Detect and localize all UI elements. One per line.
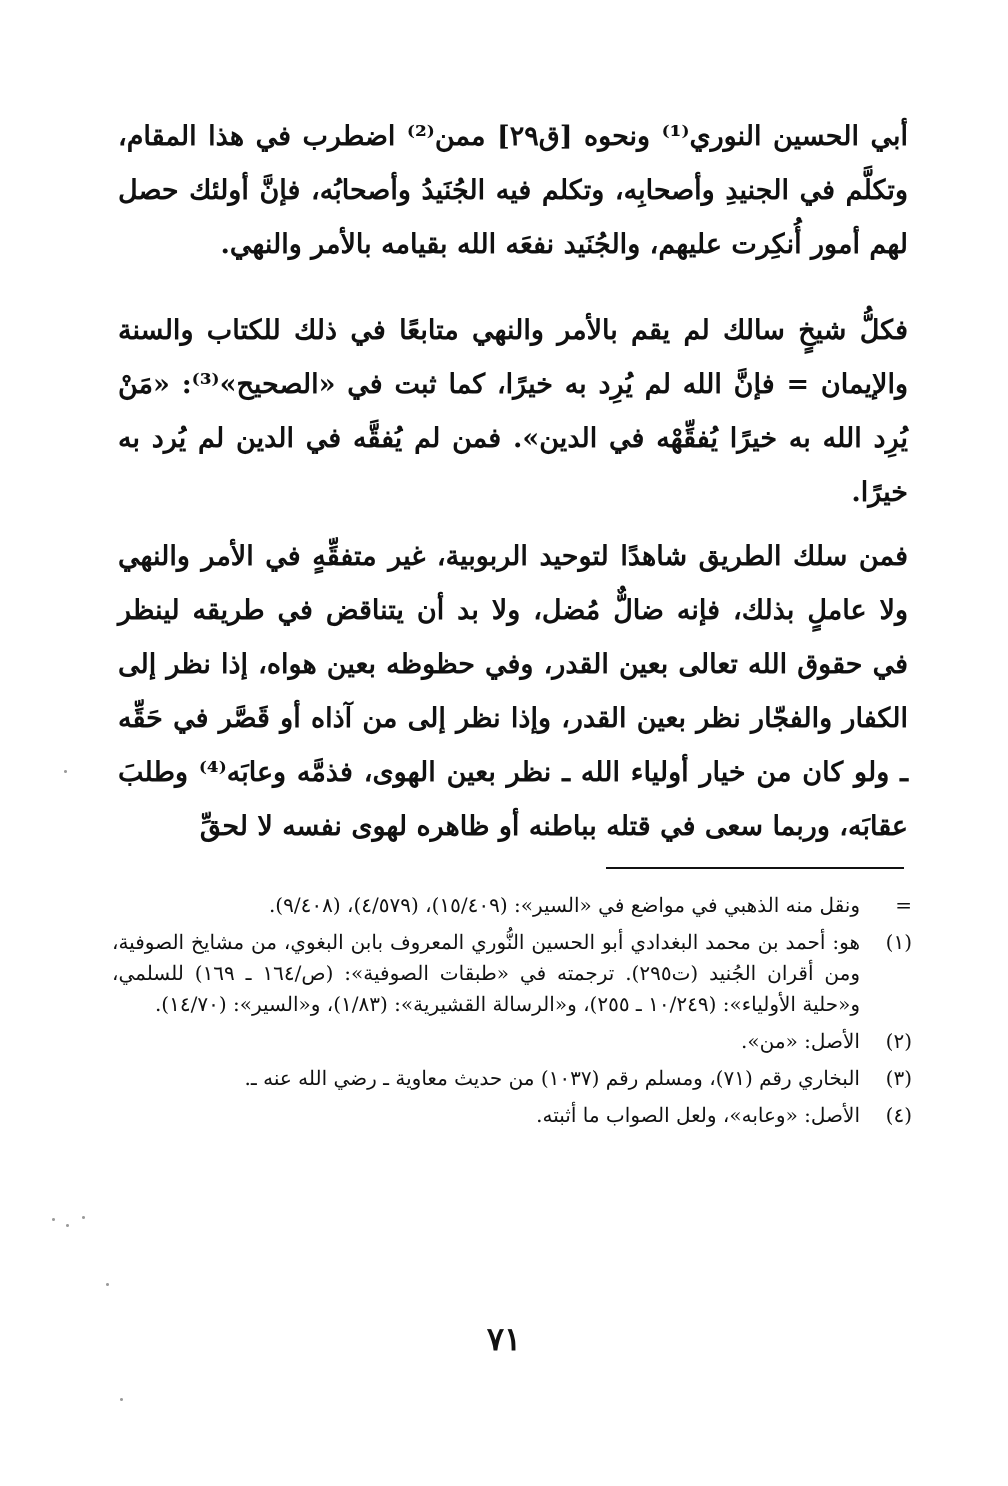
footnote-2: [112, 1026, 912, 1057]
footnote-number: (٣): [885, 1066, 912, 1090]
scan-speck: [106, 1283, 109, 1286]
footnote-4: [112, 1100, 912, 1131]
body-paragraph-2: فكلُّ شيخٍ سالك لم يقم بالأمر والنهي متابعًا في ذلك للكتاب والسنة والإيمان = فإنَّ الله لم يُرِد به خيرًا، كما ثبت في «الصحيح»⁽³⁾: «مَنْ يُرِد الله به خيرًا يُفقِّهْه في الدين». فمن لم يُفقَّه في الدين لم يُرد به خيرًا.: [118, 315, 908, 508]
footnotes: [112, 890, 912, 1137]
scan-speck: [66, 1224, 69, 1227]
footnote-number: (٢): [885, 1029, 912, 1053]
footnote-3: [112, 1063, 912, 1094]
footnote-text: الأصل: «وعابه»، ولعل الصواب ما أثبته.: [536, 1103, 860, 1127]
scan-speck: [120, 1398, 123, 1401]
footnote-1: [112, 927, 912, 1020]
body-paragraph-3: فمن سلك الطريق شاهدًا لتوحيد الربوبية، غير متفقِّهٍ في الأمر والنهي ولا عاملٍ بذلك، فإنه ضالٌّ مُضل، ولا بد أن يتناقض في طريقه لينظر في حقوق الله تعالى بعين القدر، وفي حظوظه بعين هواه، إذا نظر إلى الكفار والفجّار نظر بعين القدر، وإذا نظر إلى من آذاه أو قَصَّر في حَقِّه ـ ولو كان من خيار أولياء الله ـ نظر بعين الهوى، فذمَّه وعابَه⁽⁴⁾ وطلبَ عقابَه، وربما سعى في قتله بباطنه أو ظاهره لهوى نفسه لا لحقِّ: [118, 541, 908, 842]
footnote-text: ونقل منه الذهبي في مواضع في «السير»: (١٥/٤٠٩)، (٤/٥٧٩)، (٩/٤٠٨).: [268, 893, 860, 917]
footnote-number: (٤): [885, 1103, 912, 1127]
footnote-text: هو: أحمد بن محمد البغدادي أبو الحسين النُّوري المعروف بابن البغوي، من مشايخ الصوفية، ومن أقران الجُنيد (ت٢٩٥). ترجمته في «طبقات الصوفية»: (ص/١٦٤ ـ ١٦٩) للسلمي، و«حلية الأولياء»: (١٠/٢٤٩ ـ ٢٥٥)، و«الرسالة القشيرية»: (١/٨٣)، و«السير»: (١٤/٧٠).: [112, 930, 861, 1016]
body-paragraph-1: أبي الحسين النوري⁽¹⁾ ونحوه [ق٢٩] ممن⁽²⁾ اضطرب في هذا المقام، وتكلَّم في الجنيدِ وأصحابِه، وتكلم فيه الجُنَيدُ وأصحابُه، فإنَّ أولئك حصل لهم أمور أُنكِرت عليهم، والجُنَيد نفعَه الله بقيامه بالأمر والنهي.: [118, 121, 908, 260]
footnote-marker: =: [895, 893, 912, 917]
footnote-number: (١): [885, 930, 912, 954]
footnote-separator: [606, 867, 904, 869]
footnote-text: الأصل: «من».: [741, 1029, 860, 1053]
page-number: ٧١: [486, 1320, 522, 1358]
scan-speck: [82, 1216, 85, 1219]
scan-speck: [64, 770, 67, 773]
footnote-text: البخاري رقم (٧١)، ومسلم رقم (١٠٣٧) من حديث معاوية ـ رضي الله عنه ـ.: [244, 1066, 860, 1090]
footnote-continued: [112, 890, 912, 921]
scan-speck: [52, 1218, 55, 1221]
